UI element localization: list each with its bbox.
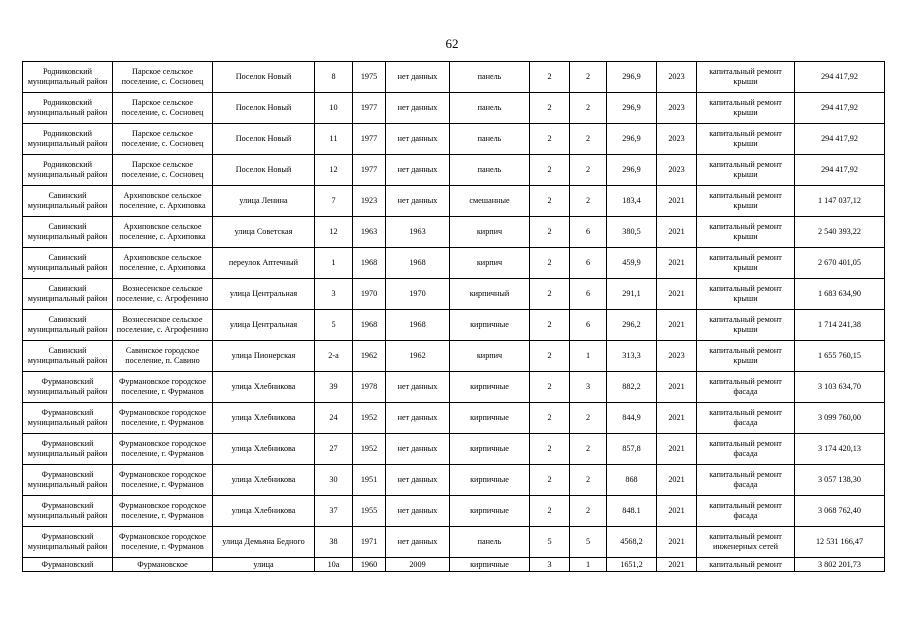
settlement-cell: Вознесенское сельское поселение, с. Агрофенино bbox=[113, 279, 213, 310]
year-built-cell: 1977 bbox=[353, 93, 386, 124]
plan-year-cell: 2021 bbox=[657, 403, 697, 434]
plan-year-cell: 2021 bbox=[657, 558, 697, 572]
district-cell: Савинский муниципальный район bbox=[23, 279, 113, 310]
cost-cell: 294 417,92 bbox=[795, 93, 885, 124]
cost-cell: 12 531 166,47 bbox=[795, 527, 885, 558]
wall-material-cell: кирпичные bbox=[450, 434, 530, 465]
cost-cell: 1 714 241,38 bbox=[795, 310, 885, 341]
work-type-cell: капитальный ремонт фасада bbox=[697, 496, 795, 527]
settlement-cell: Вознесенское сельское поселение, с. Агрофенино bbox=[113, 310, 213, 341]
work-type-cell: капитальный ремонт крыши bbox=[697, 62, 795, 93]
wall-material-cell: кирпичные bbox=[450, 310, 530, 341]
district-cell: Фурмановский муниципальный район bbox=[23, 527, 113, 558]
table-row bbox=[23, 279, 885, 310]
plan-year-cell: 2021 bbox=[657, 496, 697, 527]
entrances-cell: 2 bbox=[570, 496, 607, 527]
wall-material-cell: кирпичные bbox=[450, 558, 530, 572]
house-number-cell: 8 bbox=[315, 62, 353, 93]
house-number-cell: 24 bbox=[315, 403, 353, 434]
floors-cell: 5 bbox=[530, 527, 570, 558]
district-cell: Фурмановский bbox=[23, 558, 113, 572]
area-cell: 1651,2 bbox=[607, 558, 657, 572]
cost-cell: 1 147 037,12 bbox=[795, 186, 885, 217]
settlement-cell: Парское сельское поселение, с. Сосновец bbox=[113, 93, 213, 124]
plan-year-cell: 2021 bbox=[657, 186, 697, 217]
floors-cell: 2 bbox=[530, 496, 570, 527]
work-type-cell: капитальный ремонт крыши bbox=[697, 124, 795, 155]
settlement-cell: Архиповское сельское поселение, с. Архиповка bbox=[113, 217, 213, 248]
year-built-cell: 1968 bbox=[353, 248, 386, 279]
floors-cell: 2 bbox=[530, 217, 570, 248]
work-type-cell: капитальный ремонт инженерных сетей bbox=[697, 527, 795, 558]
floors-cell: 2 bbox=[530, 434, 570, 465]
settlement-cell: Фурмановское городское поселение, г. Фурманов bbox=[113, 496, 213, 527]
area-cell: 868 bbox=[607, 465, 657, 496]
area-cell: 313,3 bbox=[607, 341, 657, 372]
plan-year-cell: 2021 bbox=[657, 372, 697, 403]
street-cell: улица Центральная bbox=[213, 279, 315, 310]
table-row bbox=[23, 527, 885, 558]
entrances-cell: 2 bbox=[570, 93, 607, 124]
entrances-cell: 6 bbox=[570, 310, 607, 341]
year-reconstructed-cell: 1970 bbox=[386, 279, 450, 310]
wall-material-cell: панель bbox=[450, 527, 530, 558]
plan-year-cell: 2023 bbox=[657, 62, 697, 93]
street-cell: улица Хлебникова bbox=[213, 403, 315, 434]
district-cell: Фурмановский муниципальный район bbox=[23, 496, 113, 527]
floors-cell: 2 bbox=[530, 279, 570, 310]
entrances-cell: 2 bbox=[570, 155, 607, 186]
plan-year-cell: 2021 bbox=[657, 217, 697, 248]
plan-year-cell: 2023 bbox=[657, 341, 697, 372]
house-number-cell: 39 bbox=[315, 372, 353, 403]
year-built-cell: 1960 bbox=[353, 558, 386, 572]
area-cell: 296,9 bbox=[607, 62, 657, 93]
district-cell: Савинский муниципальный район bbox=[23, 248, 113, 279]
settlement-cell: Архиповское сельское поселение, с. Архиповка bbox=[113, 186, 213, 217]
area-cell: 296,9 bbox=[607, 93, 657, 124]
work-type-cell: капитальный ремонт крыши bbox=[697, 279, 795, 310]
street-cell: улица Пионерская bbox=[213, 341, 315, 372]
floors-cell: 2 bbox=[530, 372, 570, 403]
work-type-cell: капитальный ремонт крыши bbox=[697, 217, 795, 248]
entrances-cell: 1 bbox=[570, 341, 607, 372]
area-cell: 459,9 bbox=[607, 248, 657, 279]
street-cell: улица bbox=[213, 558, 315, 572]
plan-year-cell: 2021 bbox=[657, 310, 697, 341]
table-row bbox=[23, 124, 885, 155]
wall-material-cell: панель bbox=[450, 155, 530, 186]
work-type-cell: капитальный ремонт bbox=[697, 558, 795, 572]
year-built-cell: 1962 bbox=[353, 341, 386, 372]
area-cell: 296,2 bbox=[607, 310, 657, 341]
street-cell: улица Ленина bbox=[213, 186, 315, 217]
work-type-cell: капитальный ремонт фасада bbox=[697, 465, 795, 496]
floors-cell: 2 bbox=[530, 403, 570, 434]
street-cell: Поселок Новый bbox=[213, 93, 315, 124]
year-reconstructed-cell: нет данных bbox=[386, 62, 450, 93]
table-row bbox=[23, 372, 885, 403]
settlement-cell: Парское сельское поселение, с. Сосновец bbox=[113, 124, 213, 155]
entrances-cell: 2 bbox=[570, 434, 607, 465]
work-type-cell: капитальный ремонт крыши bbox=[697, 310, 795, 341]
house-number-cell: 1 bbox=[315, 248, 353, 279]
wall-material-cell: кирпичные bbox=[450, 465, 530, 496]
house-number-cell: 3 bbox=[315, 279, 353, 310]
table-row bbox=[23, 465, 885, 496]
year-reconstructed-cell: нет данных bbox=[386, 434, 450, 465]
house-number-cell: 10а bbox=[315, 558, 353, 572]
year-reconstructed-cell: 1968 bbox=[386, 248, 450, 279]
street-cell: улица Советская bbox=[213, 217, 315, 248]
cost-cell: 2 670 401,05 bbox=[795, 248, 885, 279]
area-cell: 882,2 bbox=[607, 372, 657, 403]
floors-cell: 2 bbox=[530, 248, 570, 279]
wall-material-cell: панель bbox=[450, 62, 530, 93]
year-reconstructed-cell: 1968 bbox=[386, 310, 450, 341]
house-number-cell: 30 bbox=[315, 465, 353, 496]
work-type-cell: капитальный ремонт крыши bbox=[697, 186, 795, 217]
entrances-cell: 2 bbox=[570, 186, 607, 217]
area-cell: 296,9 bbox=[607, 124, 657, 155]
table-row bbox=[23, 186, 885, 217]
year-built-cell: 1971 bbox=[353, 527, 386, 558]
area-cell: 844,9 bbox=[607, 403, 657, 434]
area-cell: 296,9 bbox=[607, 155, 657, 186]
table-row bbox=[23, 217, 885, 248]
year-reconstructed-cell: 2009 bbox=[386, 558, 450, 572]
street-cell: улица Центральная bbox=[213, 310, 315, 341]
year-built-cell: 1977 bbox=[353, 124, 386, 155]
wall-material-cell: кирпичные bbox=[450, 496, 530, 527]
floors-cell: 3 bbox=[530, 558, 570, 572]
floors-cell: 2 bbox=[530, 310, 570, 341]
year-reconstructed-cell: 1963 bbox=[386, 217, 450, 248]
work-type-cell: капитальный ремонт крыши bbox=[697, 155, 795, 186]
street-cell: улица Хлебникова bbox=[213, 434, 315, 465]
year-built-cell: 1955 bbox=[353, 496, 386, 527]
work-type-cell: капитальный ремонт фасада bbox=[697, 434, 795, 465]
wall-material-cell: кирпич bbox=[450, 217, 530, 248]
area-cell: 380,5 bbox=[607, 217, 657, 248]
wall-material-cell: панель bbox=[450, 93, 530, 124]
entrances-cell: 2 bbox=[570, 124, 607, 155]
cost-cell: 3 068 762,40 bbox=[795, 496, 885, 527]
plan-year-cell: 2021 bbox=[657, 527, 697, 558]
area-cell: 183,4 bbox=[607, 186, 657, 217]
district-cell: Савинский муниципальный район bbox=[23, 217, 113, 248]
district-cell: Родниковский муниципальный район bbox=[23, 155, 113, 186]
entrances-cell: 6 bbox=[570, 279, 607, 310]
settlement-cell: Фурмановское городское поселение, г. Фурманов bbox=[113, 372, 213, 403]
area-cell: 857,8 bbox=[607, 434, 657, 465]
settlement-cell: Парское сельское поселение, с. Сосновец bbox=[113, 155, 213, 186]
settlement-cell: Фурмановское городское поселение, г. Фурманов bbox=[113, 465, 213, 496]
street-cell: Поселок Новый bbox=[213, 124, 315, 155]
cost-cell: 1 655 760,15 bbox=[795, 341, 885, 372]
entrances-cell: 2 bbox=[570, 403, 607, 434]
plan-year-cell: 2021 bbox=[657, 248, 697, 279]
district-cell: Родниковский муниципальный район bbox=[23, 93, 113, 124]
house-number-cell: 10 bbox=[315, 93, 353, 124]
wall-material-cell: кирпич bbox=[450, 341, 530, 372]
wall-material-cell: кирпичный bbox=[450, 279, 530, 310]
district-cell: Фурмановский муниципальный район bbox=[23, 434, 113, 465]
street-cell: улица Хлебникова bbox=[213, 465, 315, 496]
year-built-cell: 1952 bbox=[353, 434, 386, 465]
cost-cell: 3 174 420,13 bbox=[795, 434, 885, 465]
settlement-cell: Фурмановское городское поселение, г. Фурманов bbox=[113, 403, 213, 434]
street-cell: улица Демьяна Бедного bbox=[213, 527, 315, 558]
wall-material-cell: кирпичные bbox=[450, 403, 530, 434]
area-cell: 4568,2 bbox=[607, 527, 657, 558]
cost-cell: 2 540 393,22 bbox=[795, 217, 885, 248]
district-cell: Фурмановский муниципальный район bbox=[23, 403, 113, 434]
work-type-cell: капитальный ремонт крыши bbox=[697, 93, 795, 124]
plan-year-cell: 2021 bbox=[657, 279, 697, 310]
housing-repair-table bbox=[22, 61, 885, 572]
table-row bbox=[23, 558, 885, 572]
floors-cell: 2 bbox=[530, 341, 570, 372]
settlement-cell: Архиповское сельское поселение, с. Архиповка bbox=[113, 248, 213, 279]
year-built-cell: 1978 bbox=[353, 372, 386, 403]
district-cell: Савинский муниципальный район bbox=[23, 341, 113, 372]
year-built-cell: 1963 bbox=[353, 217, 386, 248]
floors-cell: 2 bbox=[530, 62, 570, 93]
page-number: 62 bbox=[445, 36, 459, 51]
cost-cell: 3 099 760,00 bbox=[795, 403, 885, 434]
year-reconstructed-cell: нет данных bbox=[386, 465, 450, 496]
settlement-cell: Фурмановское городское поселение, г. Фурманов bbox=[113, 434, 213, 465]
table-row bbox=[23, 496, 885, 527]
work-type-cell: капитальный ремонт крыши bbox=[697, 341, 795, 372]
table-row bbox=[23, 434, 885, 465]
floors-cell: 2 bbox=[530, 465, 570, 496]
street-cell: Поселок Новый bbox=[213, 62, 315, 93]
year-reconstructed-cell: нет данных bbox=[386, 155, 450, 186]
house-number-cell: 5 bbox=[315, 310, 353, 341]
year-reconstructed-cell: нет данных bbox=[386, 124, 450, 155]
house-number-cell: 11 bbox=[315, 124, 353, 155]
year-built-cell: 1951 bbox=[353, 465, 386, 496]
settlement-cell: Фурмановское городское поселение, г. Фурманов bbox=[113, 527, 213, 558]
year-reconstructed-cell: нет данных bbox=[386, 496, 450, 527]
cost-cell: 3 103 634,70 bbox=[795, 372, 885, 403]
year-built-cell: 1975 bbox=[353, 62, 386, 93]
year-reconstructed-cell: нет данных bbox=[386, 372, 450, 403]
table-row bbox=[23, 248, 885, 279]
wall-material-cell: кирпичные bbox=[450, 372, 530, 403]
year-reconstructed-cell: нет данных bbox=[386, 527, 450, 558]
plan-year-cell: 2023 bbox=[657, 93, 697, 124]
work-type-cell: капитальный ремонт фасада bbox=[697, 403, 795, 434]
table-row bbox=[23, 155, 885, 186]
entrances-cell: 6 bbox=[570, 217, 607, 248]
plan-year-cell: 2023 bbox=[657, 155, 697, 186]
district-cell: Фурмановский муниципальный район bbox=[23, 465, 113, 496]
year-built-cell: 1970 bbox=[353, 279, 386, 310]
entrances-cell: 5 bbox=[570, 527, 607, 558]
table-row bbox=[23, 93, 885, 124]
year-built-cell: 1923 bbox=[353, 186, 386, 217]
table-row bbox=[23, 62, 885, 93]
district-cell: Савинский муниципальный район bbox=[23, 310, 113, 341]
house-number-cell: 37 bbox=[315, 496, 353, 527]
wall-material-cell: панель bbox=[450, 124, 530, 155]
district-cell: Фурмановский муниципальный район bbox=[23, 372, 113, 403]
house-number-cell: 38 bbox=[315, 527, 353, 558]
year-built-cell: 1977 bbox=[353, 155, 386, 186]
plan-year-cell: 2023 bbox=[657, 124, 697, 155]
house-number-cell: 12 bbox=[315, 155, 353, 186]
entrances-cell: 1 bbox=[570, 558, 607, 572]
year-reconstructed-cell: 1962 bbox=[386, 341, 450, 372]
year-reconstructed-cell: нет данных bbox=[386, 93, 450, 124]
table-row bbox=[23, 341, 885, 372]
street-cell: улица Хлебникова bbox=[213, 496, 315, 527]
entrances-cell: 6 bbox=[570, 248, 607, 279]
year-built-cell: 1968 bbox=[353, 310, 386, 341]
entrances-cell: 2 bbox=[570, 62, 607, 93]
street-cell: Поселок Новый bbox=[213, 155, 315, 186]
district-cell: Савинский муниципальный район bbox=[23, 186, 113, 217]
district-cell: Родниковский муниципальный район bbox=[23, 124, 113, 155]
house-number-cell: 2-а bbox=[315, 341, 353, 372]
cost-cell: 3 057 138,30 bbox=[795, 465, 885, 496]
work-type-cell: капитальный ремонт фасада bbox=[697, 372, 795, 403]
table-row bbox=[23, 403, 885, 434]
wall-material-cell: смешанные bbox=[450, 186, 530, 217]
street-cell: улица Хлебникова bbox=[213, 372, 315, 403]
house-number-cell: 7 bbox=[315, 186, 353, 217]
area-cell: 291,1 bbox=[607, 279, 657, 310]
floors-cell: 2 bbox=[530, 93, 570, 124]
cost-cell: 294 417,92 bbox=[795, 62, 885, 93]
floors-cell: 2 bbox=[530, 155, 570, 186]
settlement-cell: Фурмановское bbox=[113, 558, 213, 572]
cost-cell: 3 802 201,73 bbox=[795, 558, 885, 572]
entrances-cell: 3 bbox=[570, 372, 607, 403]
house-number-cell: 12 bbox=[315, 217, 353, 248]
settlement-cell: Савинское городское поселение, п. Савино bbox=[113, 341, 213, 372]
floors-cell: 2 bbox=[530, 124, 570, 155]
year-built-cell: 1952 bbox=[353, 403, 386, 434]
area-cell: 848.1 bbox=[607, 496, 657, 527]
wall-material-cell: кирпич bbox=[450, 248, 530, 279]
floors-cell: 2 bbox=[530, 186, 570, 217]
house-number-cell: 27 bbox=[315, 434, 353, 465]
plan-year-cell: 2021 bbox=[657, 434, 697, 465]
table-body bbox=[23, 62, 885, 572]
entrances-cell: 2 bbox=[570, 465, 607, 496]
cost-cell: 294 417,92 bbox=[795, 124, 885, 155]
year-reconstructed-cell: нет данных bbox=[386, 186, 450, 217]
street-cell: переулок Аптечный bbox=[213, 248, 315, 279]
year-reconstructed-cell: нет данных bbox=[386, 403, 450, 434]
plan-year-cell: 2021 bbox=[657, 465, 697, 496]
table-row bbox=[23, 310, 885, 341]
settlement-cell: Парское сельское поселение, с. Сосновец bbox=[113, 62, 213, 93]
cost-cell: 294 417,92 bbox=[795, 155, 885, 186]
cost-cell: 1 683 634,90 bbox=[795, 279, 885, 310]
district-cell: Родниковский муниципальный район bbox=[23, 62, 113, 93]
work-type-cell: капитальный ремонт крыши bbox=[697, 248, 795, 279]
